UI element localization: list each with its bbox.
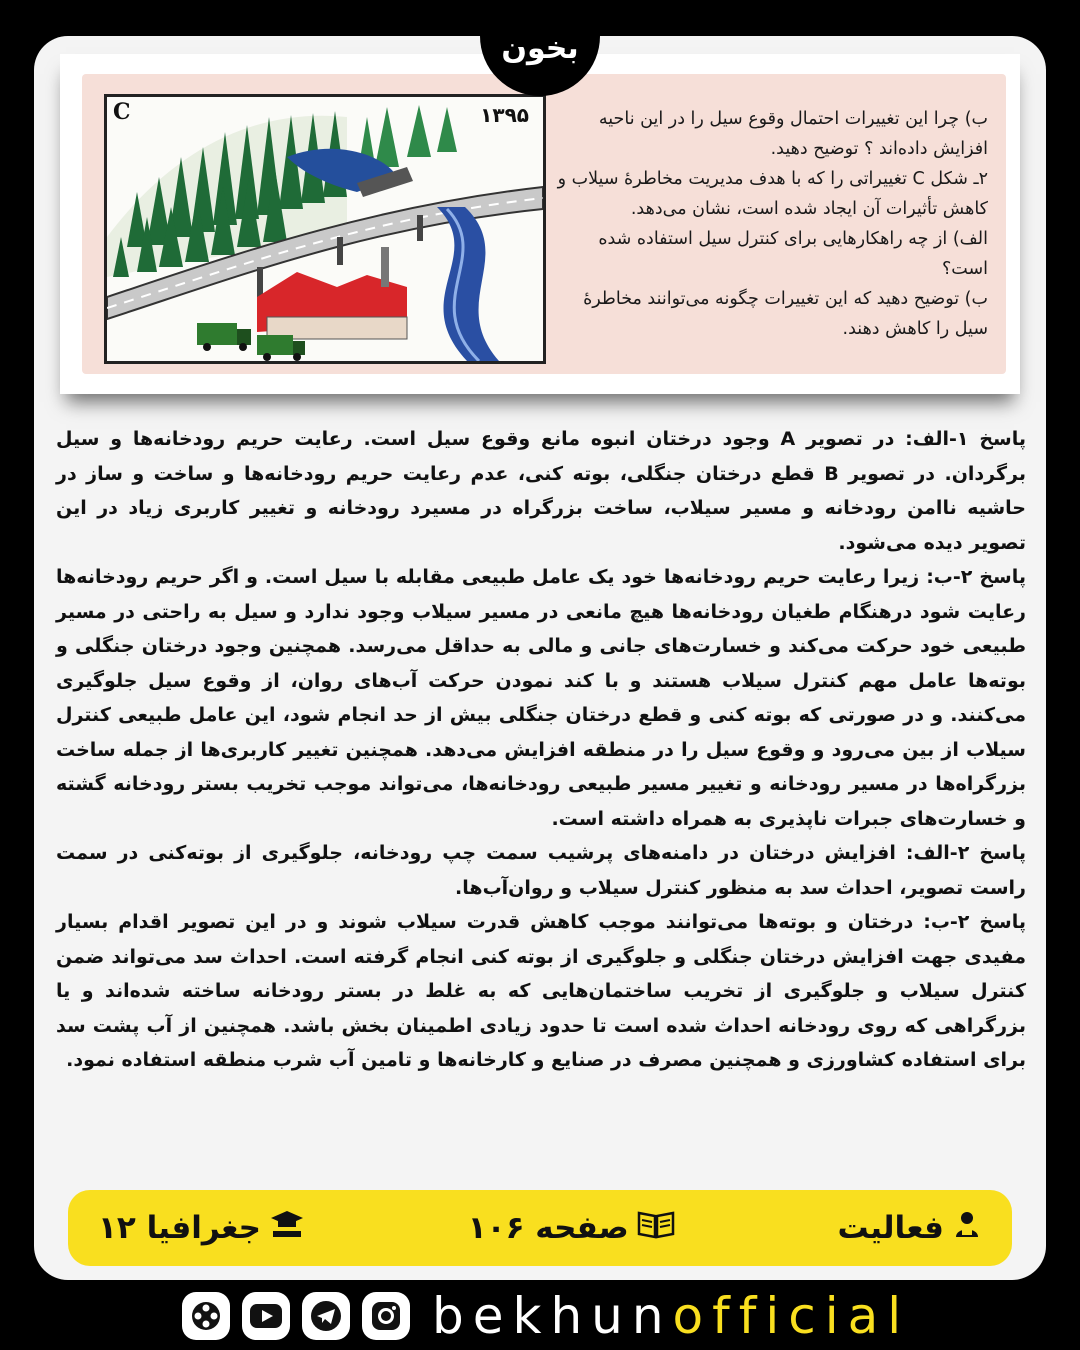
textbook-excerpt xyxy=(60,54,1020,394)
question-list xyxy=(548,104,988,344)
content-card xyxy=(34,36,1046,1280)
landscape-illustration xyxy=(107,97,543,361)
brand-part-yellow: official xyxy=(672,1287,911,1345)
answer-paragraph: پاسخ ۲-الف: افزایش درختان در دامنه‌های پرشیب سمت چپ رودخانه، جلوگیری از بوته‌کنی در سمت راست تصویر، احداث سد به منظور کنترل سیلاب و روان‌آب‌ها. xyxy=(56,842,1027,899)
page-label xyxy=(468,1209,675,1247)
youtube-icon[interactable] xyxy=(242,1292,290,1340)
social-bar xyxy=(182,1288,910,1344)
instagram-icon[interactable] xyxy=(362,1292,410,1340)
figure-year: ۱۳۹۵ xyxy=(480,103,529,127)
open-book-icon xyxy=(637,1209,675,1247)
teacher-icon xyxy=(952,1209,982,1247)
flood-management-figure xyxy=(104,94,546,364)
graduation-cap-icon xyxy=(269,1209,305,1247)
brand-handle xyxy=(432,1287,910,1345)
answer-paragraph: پاسخ ۱-الف: در تصویر A وجود درختان انبوه مانع وقوع سیل است. رعایت حریم رودخانه‌ها و سیل برگردان. در تصویر B قطع درختان جنگلی، بوته کنی، عدم رعایت حریم رودخانه‌ها و ساخت و ساز در حاشیه ناامن رودخانه و مسیر سیلاب، ساخت بزرگراه در مسیرد رودخانه و تغییر کاربری زیاد در این تصویر دیده می‌شود. xyxy=(56,428,1027,554)
subject-text: جغرافیا ۱۲ xyxy=(98,1210,261,1246)
logo-text: بخون xyxy=(501,30,579,66)
activity-text: فعالیت xyxy=(837,1210,944,1246)
question-item: ۲ـ شکل C تغییراتی را که با هدف مدیریت مخاطرهٔ سیلاب و کاهش تأثیرات آن ایجاد شده است، نشان می‌دهد. xyxy=(557,169,988,219)
question-item: ب) چرا این تغییرات احتمال وقوع سیل را در این ناحیه افزایش داده‌اند ؟ توضیح دهید. xyxy=(598,109,988,159)
info-bar xyxy=(68,1190,1012,1266)
subject-label xyxy=(98,1209,305,1247)
textbook-page xyxy=(82,74,1006,374)
answer-paragraph: پاسخ ۲-ب: درختان و بوته‌ها می‌توانند موجب کاهش قدرت سیلاب شوند و در این تصویر اقدام بسیار مفیدی جهت افزایش درختان جنگلی و جلوگیری از بوته کنی انجام گرفته است. احداث سد می‌تواند ضمن کنترل سیلاب و جلوگیری از تخریب ساختمان‌هایی که به غلط در بستر رودخانه ساخته شده‌اند و یا بزرگراهی که روی رودخانه احداث شده است تا حدود زیادی اطمینان بخش باشد. همچنین از آب پشت سد برای استفاده کشاورزی و همچنین مصرف در صنایع و کارخانه‌ها و تامین آب شرب منطقه استفاده نمود. xyxy=(56,911,1026,1071)
question-item: الف) از چه راهکارهایی برای کنترل سیل استفاده شده است؟ xyxy=(598,229,988,279)
activity-label xyxy=(837,1209,982,1247)
page-text: صفحه ۱۰۶ xyxy=(467,1210,629,1246)
film-reel-icon[interactable] xyxy=(182,1292,230,1340)
brand-part-white: bekhun xyxy=(432,1287,673,1345)
question-item: ب) توضیح دهید که این تغییرات چگونه می‌توانند مخاطرهٔ سیل را کاهش دهند. xyxy=(583,289,988,339)
answer-section xyxy=(56,422,1026,1078)
telegram-icon[interactable] xyxy=(302,1292,350,1340)
figure-label: C xyxy=(113,99,131,125)
answer-paragraph: پاسخ ۲-ب: زیرا رعایت حریم رودخانه‌ها خود یک عامل طبیعی مقابله با سیل است. و اگر حریم رودخانه‌ها رعایت شود درهنگام طغیان رودخانه‌ها هیچ مانعی در مسیر سیلاب وجود ندارد و سیل به راحتی در مسیر طبیعی خود حرکت می‌کند و خسارت‌های جانی و مالی به حداقل می‌رسد. همچنین وجود درختان جنگلی و بوته‌ها عامل مهم کنترل سیلاب هستند و با کند نمودن حرکت آب‌های روان، از وقوع سیل جلوگیری می‌کنند. و در صورتی که بوته کنی و قطع درختان جنگلی بیش از حد انجام شود، این عامل طبیعی کنترل سیلاب از بین می‌رود و وقوع سیل را در منطقه افزایش می‌دهد. همچنین تغییر کاربری‌ها از جمله ساخت بزرگراه‌ها در مسیر رودخانه و تغییر مسیر طبیعی رودخانه‌ها، می‌تواند موجب تخریب بستر رودخانه گشته و خسارت‌های جبرات ناپذیری به همراه داشته است. xyxy=(56,566,1026,830)
